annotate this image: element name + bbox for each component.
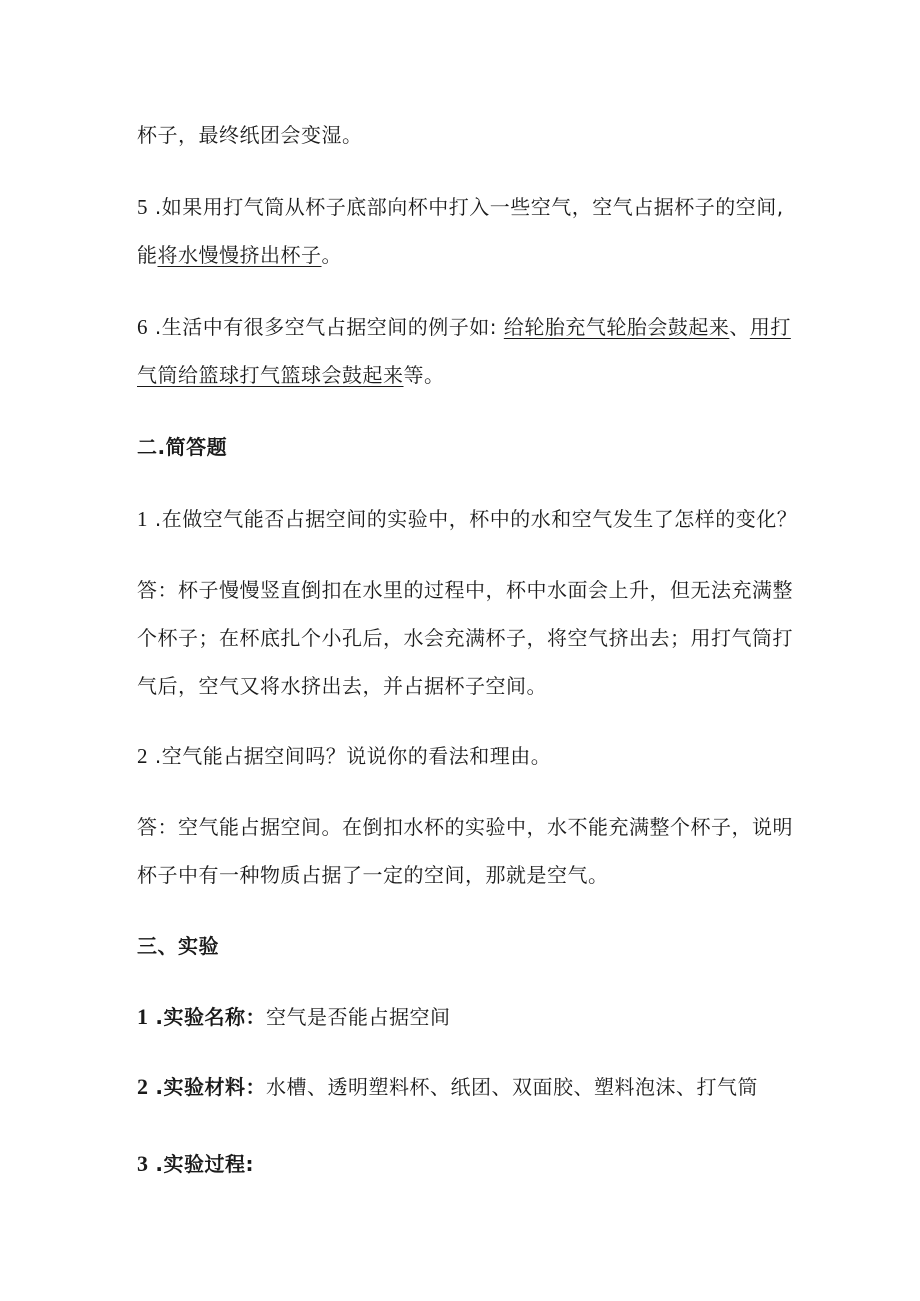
item-number: 2 [137, 1074, 149, 1099]
item-text: .如果用打气筒从杯子底部向杯中打入一些空气，空气占据杯子的空间, [154, 195, 784, 219]
item-label: .实验材料： [155, 1075, 266, 1099]
item-value: 空气是否能占据空间 [265, 1005, 451, 1029]
line-suffix: 等。 [403, 363, 445, 387]
answer-text: 答：空气能占据空间。在倒扣水杯的实验中，水不能充满整个杯子，说明 [137, 815, 793, 839]
fill-blank-item-6-cont [137, 361, 445, 389]
section-heading-experiment [137, 932, 219, 960]
answer-text: 气后，空气又将水挤出去，并占据杯子空间。 [137, 674, 547, 698]
experiment-materials [137, 1073, 758, 1101]
answer-1-line-3 [137, 672, 547, 700]
question-number: 1 [137, 507, 148, 531]
paragraph-line [137, 121, 363, 149]
answer-2-line-1 [137, 813, 793, 841]
question-text: .空气能占据空间吗？说说你的看法和理由。 [154, 744, 552, 768]
experiment-name [137, 1003, 450, 1031]
question-number: 2 [137, 744, 148, 768]
answer-1-line-2 [137, 624, 793, 652]
item-label: .实验过程: [155, 1152, 254, 1176]
answer-underlined: 给轮胎充气轮胎会鼓起来 [503, 315, 730, 339]
answer-underlined: 用打 [749, 315, 791, 339]
answer-text: 答：杯子慢慢竖直倒扣在水里的过程中，杯中水面会上升，但无法充满整 [137, 578, 793, 602]
answer-underlined: 将水慢慢挤出杯子 [157, 243, 322, 267]
question-2 [137, 742, 551, 770]
item-value: 水槽、透明塑料杯、纸团、双面胶、塑料泡沫、打气筒 [265, 1075, 758, 1099]
separator: 、 [729, 315, 750, 339]
item-label: .实验名称： [155, 1005, 266, 1029]
fill-blank-item-5-cont [137, 241, 342, 269]
item-number: 5 [137, 195, 148, 219]
experiment-process [137, 1150, 254, 1178]
question-1 [137, 505, 797, 533]
answer-1-line-1 [137, 576, 793, 604]
item-number: 1 [137, 1004, 149, 1029]
heading-text: 三、实验 [137, 934, 219, 958]
answer-text: 个杯子；在杯底扎个小孔后，水会充满杯子，将空气挤出去；用打气筒打 [137, 626, 793, 650]
item-number: 3 [137, 1151, 149, 1176]
line-suffix: 。 [321, 243, 342, 267]
fill-blank-item-6 [137, 313, 791, 341]
line-prefix: 能 [137, 243, 158, 267]
section-heading-short-answer [137, 433, 227, 461]
fill-blank-item-5 [137, 193, 784, 221]
line-text: 杯子，最终纸团会变湿。 [137, 123, 363, 147]
question-text: .在做空气能否占据空间的实验中，杯中的水和空气发生了怎样的变化？ [154, 507, 798, 531]
answer-text: 杯子中有一种物质占据了一定的空间，那就是空气。 [137, 863, 609, 887]
item-text: .生活中有很多空气占据空间的例子如: [154, 315, 497, 339]
item-number: 6 [137, 315, 148, 339]
heading-text: 二.简答题 [137, 435, 228, 459]
answer-2-line-2 [137, 861, 609, 889]
answer-underlined: 气筒给篮球打气篮球会鼓起来 [137, 363, 404, 387]
